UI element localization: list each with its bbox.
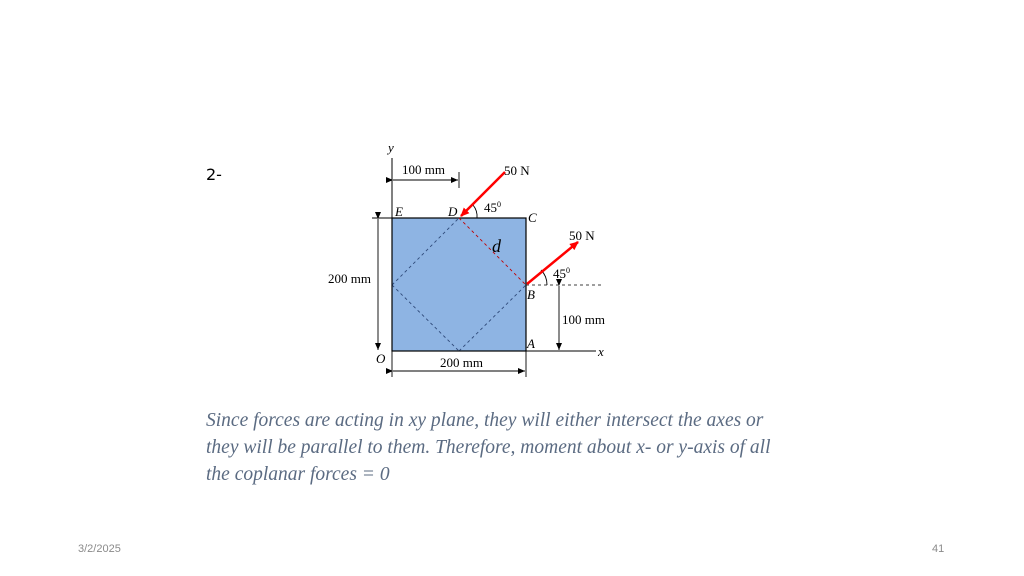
distance-d-label: d — [492, 236, 501, 256]
footer-page-number: 41 — [932, 543, 945, 555]
dim-top-offset-label: 100 mm — [402, 162, 445, 177]
force-b-magnitude: 50 N — [569, 228, 595, 243]
origin-label: O — [376, 351, 386, 366]
x-axis-label: x — [598, 344, 604, 359]
angle-arc-d — [473, 205, 477, 218]
problem-number: 2- — [206, 165, 222, 184]
point-a-label: A — [527, 336, 535, 351]
force-b-angle: $45^0$ — [553, 266, 570, 281]
dim-width-label: 200 mm — [440, 355, 483, 370]
dim-height-label: 200 mm — [328, 271, 371, 286]
caption-line: the coplanar forces = 0 — [206, 464, 390, 485]
point-c-label: C — [528, 210, 537, 225]
force-d-magnitude: 50 N — [504, 163, 530, 178]
footer-date: 3/2/2025 — [78, 543, 121, 555]
caption-line: they will be parallel to them. Therefore, moment about x- or y-axis of all — [206, 437, 771, 458]
point-e-label: E — [395, 204, 403, 219]
caption-line: Since forces are acting in xy plane, they will either intersect the axes or — [206, 410, 764, 431]
plate-square — [392, 218, 526, 351]
y-axis-label: y — [388, 140, 394, 155]
point-b-label: B — [527, 287, 535, 302]
force-d-angle: $45^0$ — [484, 200, 501, 215]
point-d-label: D — [448, 204, 458, 219]
dim-b-height-label: 100 mm — [562, 312, 605, 327]
force-arrow-d — [461, 172, 505, 216]
explanation-caption — [206, 407, 846, 488]
